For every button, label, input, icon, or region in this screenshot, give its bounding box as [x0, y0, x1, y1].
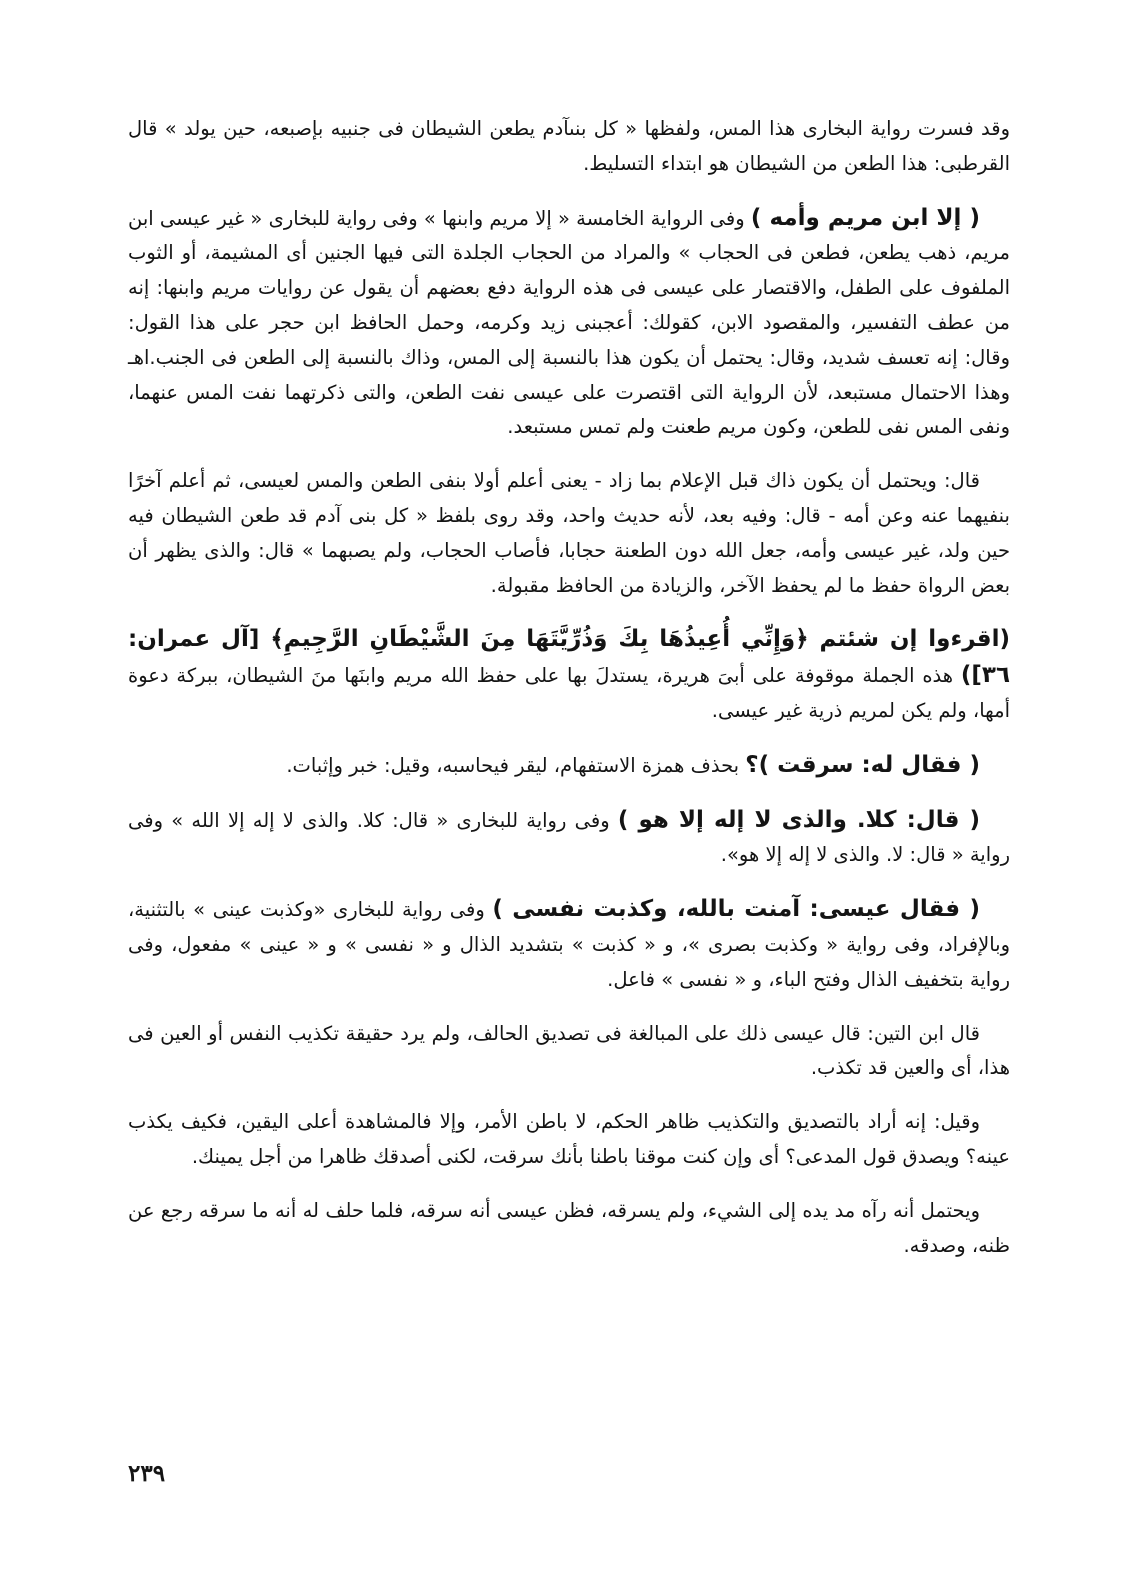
paragraph-text: ويحتمل أنه رآه مد يده إلى الشيء، ولم يسرقه، فظن عيسى أنه سرقه، فلما حلف له أنه ما سرقه رجع عن ظنه، وصدقه.: [128, 1198, 1010, 1257]
paragraph-1: [128, 112, 1010, 182]
paragraph-7: [128, 892, 1010, 997]
paragraph-lead: (اقرءوا إن شئتم ﴿وَإِنِّي أُعِيذُهَا بِكَ وَذُرِّيَّتَهَا مِنَ الشَّيْطَانِ الرَّجِيمِ﴾ [آل عمران: ٣٦]): [128, 626, 1010, 689]
paragraph-lead: ( إلا ابن مريم وأمه ): [750, 204, 980, 231]
paragraph-text: قال ابن التين: قال عيسى ذلك على المبالغة فى تصديق الحالف، ولم يرد حقيقة تكذيب النفس أو العين فى هذا، أى والعين قد تكذب.: [128, 1021, 1010, 1080]
paragraph-2: [128, 201, 1010, 446]
paragraph-4: [128, 622, 1010, 728]
page-number: ٢٣٩: [128, 1460, 166, 1487]
paragraph-text: وفى رواية للبخارى « قال: كلا. والذى لا إله إلا الله » وفى رواية « قال: لا. والذى لا إله إلا هو».: [128, 808, 1010, 867]
paragraph-10: [128, 1194, 1010, 1264]
paragraph-5: [128, 748, 1010, 784]
paragraph-text: قال: ويحتمل أن يكون ذاك قبل الإعلام بما زاد - يعنى أعلم أولا بنفى الطعن والمس لعيسى، ثم أعلم آخرًا بنفيهما عنه وعن أمه - قال: وفيه بعد، لأنه حديث واحد، وقد روى بلفظ « كل بنى آدم قد طعن الشيطان فيه حين ولد، غير عيسى وأمه، جعل الله دون الطعنة حجابا، فأصاب الحجاب، ولم يصبهما » قال: والذى يظهر أن بعض الرواة حفظ ما لم يحفظ الآخر، والزيادة من الحافظ مقبولة.: [128, 469, 1010, 597]
paragraph-text: بحذف همزة الاستفهام، ليقر فيحاسبه، وقيل: خبر وإثبات.: [286, 753, 746, 777]
paragraph-6: [128, 803, 1010, 874]
paragraph-lead: ( فقال له: سرقت )؟: [745, 751, 980, 778]
paragraph-8: [128, 1017, 1010, 1087]
paragraph-text: وفى الرواية الخامسة « إلا مريم وابنها » وفى رواية للبخارى « غير عيسى ابن مريم، ذهب يطعن، فطعن فى الحجاب » والمراد من الحجاب الجلدة التى فيها الجنين أى المشيمة، أو الثوب الملفوف على الطفل، والاقتصار على عيسى فى هذه الرواية دفع بعضهم أن يقول عن روايات مريم وابنها: إنه من عطف التفسير، والمقصود الابن، كقولك: أعجبنى زيد وكرمه، وحمل الحافظ ابن حجر على هذا القول: وقال: إنه تعسف شديد، وقال: يحتمل أن يكون هذا بالنسبة إلى المس، وذاك بالنسبة إلى الطعن فى الجنب.اهـ وهذا الاحتمال مستبعد، لأن الرواية التى اقتصرت على عيسى نفت الطعن، والتى ذكرتهما نفت المس عنهما، ونفى المس نفى للطعن، وكون مريم طعنت ولم تمس مستبعد.: [128, 206, 1010, 439]
paragraph-text: وقيل: إنه أراد بالتصديق والتكذيب ظاهر الحكم، لا باطن الأمر، وإلا فالمشاهدة أعلى اليقين، فكيف يكذب عينه؟ ويصدق قول المدعى؟ أى وإن كنت موقنا باطنا بأنك سرقت، لكنى أصدقك ظاهرا من أجل يمينك.: [128, 1110, 1010, 1168]
page-body: [128, 112, 1010, 1282]
paragraph-text: وقد فسرت رواية البخارى هذا المس، ولفظها « كل بنىآدم يطعن الشيطان فى جنبيه بإصبعه، حين يولد » قال القرطبى: هذا الطعن من الشيطان هو ابتداء التسليط.: [128, 117, 1010, 175]
paragraph-3: [128, 464, 1010, 603]
paragraph-text: هذه الجملة موقوفة على أبىَ هريرة، يستدلَ بها على حفظ الله مريم وابنَها منَ الشيطان، ببركة دعوة أمها، ولم يكن لمريم ذرية غير عيسى.: [128, 664, 1010, 722]
paragraph-lead: ( فقال عيسى: آمنت بالله، وكذبت نفسى ): [492, 896, 980, 923]
paragraph-9: [128, 1105, 1010, 1175]
paragraph-lead: ( قال: كلا. والذى لا إله إلا هو ): [617, 806, 980, 833]
paragraph-text: وفى رواية للبخارى «وكذبت عينى » بالتثنية، وبالإفراد، وفى رواية « وكذبت بصرى »، و « كذبت » بتشديد الذال و « نفسى » و « عينى » مفعول، وفى رواية بتخفيف الذال وفتح الباء، و « نفسى » فاعل.: [128, 898, 1010, 991]
